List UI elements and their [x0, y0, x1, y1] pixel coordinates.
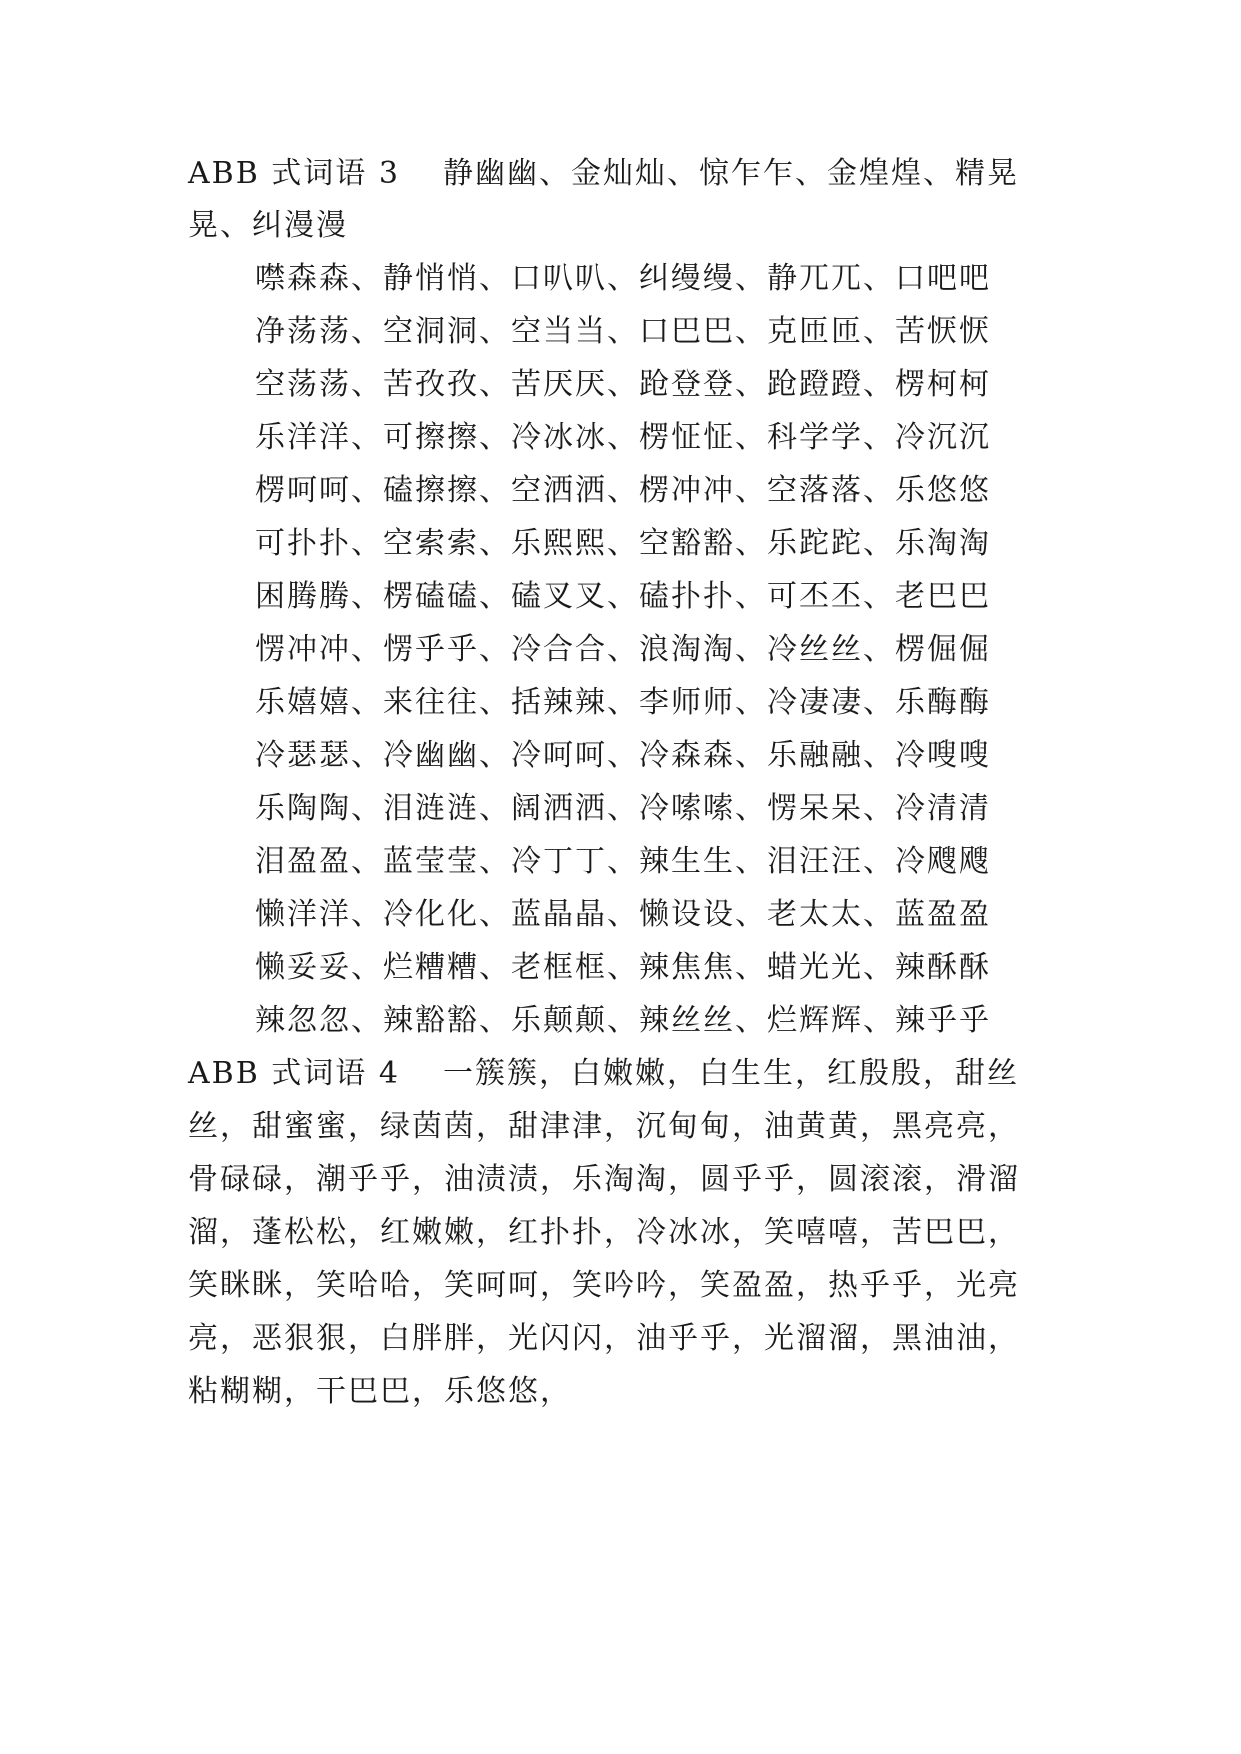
section-4-line: 亮，恶狠狠，白胖胖，光闪闪，油乎乎，光溜溜，黑油油，	[188, 1321, 1020, 1356]
section-3-line: 乐洋洋、可擦擦、冷冰冰、楞怔怔、科学学、冷沉沉	[255, 420, 991, 455]
section-3-label: ABB 式词语 3	[188, 156, 400, 191]
section-4-line: 溜，蓬松松，红嫩嫩，红扑扑，冷冰冰，笑嘻嘻，苦巴巴，	[188, 1215, 1020, 1250]
section-4-line: 骨碌碌，潮乎乎，油渍渍，乐淘淘，圆乎乎，圆滚滚，滑溜	[188, 1162, 1020, 1197]
section-3-line: 懒洋洋、冷化化、蓝晶晶、懒设设、老太太、蓝盈盈	[255, 897, 991, 932]
section-3-line: 空荡荡、苦孜孜、苦厌厌、跄登登、跄蹬蹬、楞柯柯	[255, 367, 991, 402]
section-3-line: 泪盈盈、蓝莹莹、冷丁丁、辣生生、泪汪汪、冷飕飕	[255, 844, 991, 879]
section-3-line: 懒妥妥、烂糟糟、老框框、辣焦焦、蜡光光、辣酥酥	[255, 950, 991, 985]
section-3-first-line: 静幽幽、金灿灿、惊乍乍、金煌煌、精晃	[443, 156, 1019, 191]
section-3-line: 晃、纠漫漫	[188, 208, 348, 243]
section-3-line: 噤森森、静悄悄、口叭叭、纠缦缦、静兀兀、口吧吧	[255, 261, 991, 296]
section-4-line: 笑眯眯，笑哈哈，笑呵呵，笑吟吟，笑盈盈，热乎乎，光亮	[188, 1268, 1020, 1303]
section-3-line: 净荡荡、空洞洞、空当当、口巴巴、克匝匝、苦恹恹	[255, 314, 991, 349]
section-4-first-line: 一簇簇，白嫩嫩，白生生，红殷殷，甜丝	[443, 1056, 1019, 1091]
section-4-label: ABB 式词语 4	[188, 1056, 400, 1091]
section-3-line: 乐陶陶、泪涟涟、阔洒洒、冷嗦嗦、愣呆呆、冷清清	[255, 791, 991, 826]
section-3-line: 辣忽忽、辣豁豁、乐颠颠、辣丝丝、烂辉辉、辣乎乎	[255, 1003, 991, 1038]
section-3-line: 楞呵呵、磕擦擦、空洒洒、楞冲冲、空落落、乐悠悠	[255, 473, 991, 508]
section-3-line: 乐嬉嬉、来往往、括辣辣、李师师、冷凄凄、乐酶酶	[255, 685, 991, 720]
section-4-heading-line	[188, 1048, 1068, 1092]
section-3-line: 困腾腾、楞磕磕、磕叉叉、磕扑扑、可丕丕、老巴巴	[255, 579, 991, 614]
section-4-line: 粘糊糊，干巴巴，乐悠悠，	[188, 1374, 572, 1409]
section-3-line: 愣冲冲、愣乎乎、冷合合、浪淘淘、冷丝丝、楞倔倔	[255, 632, 991, 667]
section-3-line: 冷瑟瑟、冷幽幽、冷呵呵、冷森森、乐融融、冷嗖嗖	[255, 738, 991, 773]
section-3-heading-line	[188, 148, 1068, 192]
section-3-line: 可扑扑、空索索、乐熙熙、空豁豁、乐跎跎、乐淘淘	[255, 526, 991, 561]
section-4-line: 丝，甜蜜蜜，绿茵茵，甜津津，沉甸甸，油黄黄，黑亮亮，	[188, 1109, 1020, 1144]
